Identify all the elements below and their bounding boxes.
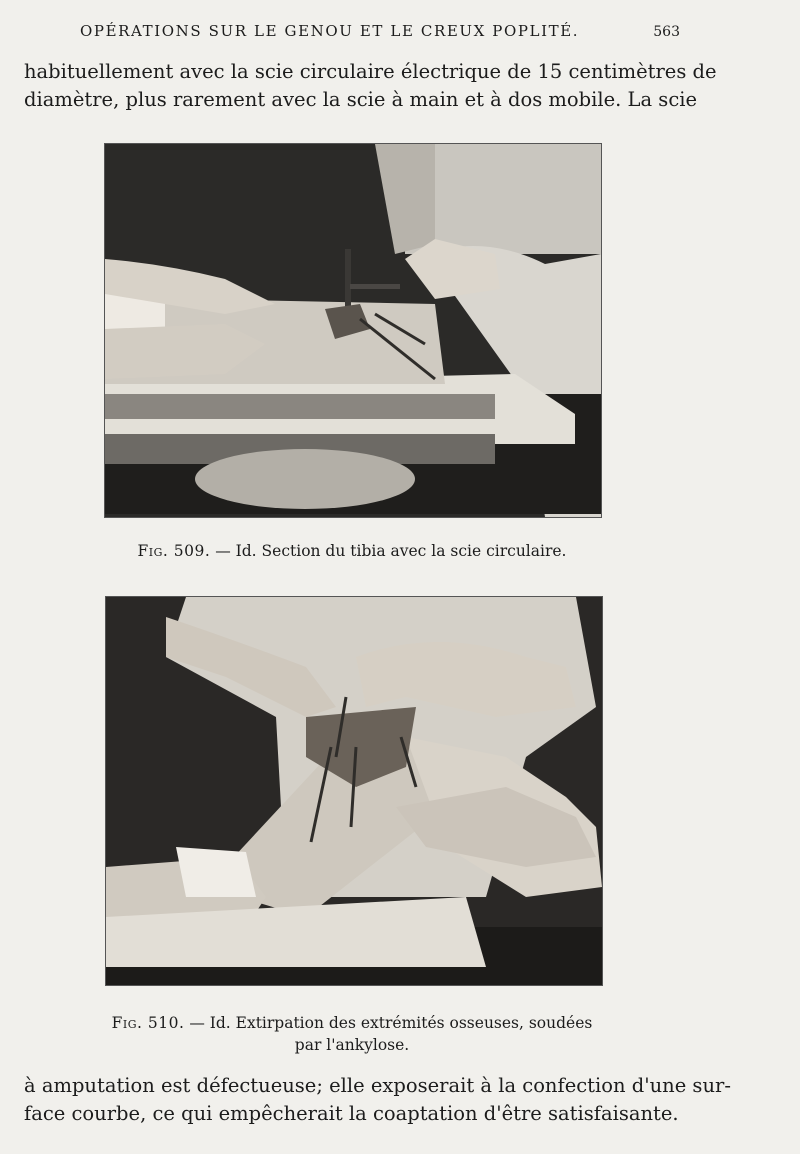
figure-509-photo: [104, 143, 602, 518]
figure-510-photo: [105, 596, 603, 986]
running-title: OPÉRATIONS SUR LE GENOU ET LE CREUX POPLITÉ.: [80, 22, 580, 40]
body-text-top: [24, 58, 717, 114]
figure-510-caption: [52, 1012, 652, 1056]
figure-label: Fig. 509.: [137, 542, 211, 560]
body-line: diamètre, plus rarement avec la scie à main et à dos mobile. La scie: [24, 88, 698, 111]
caption-text: — Id. Section du tibia avec la scie circulaire.: [210, 542, 567, 560]
figure-509-caption: [52, 540, 652, 562]
body-text-bottom: [24, 1072, 731, 1128]
caption-text: par l'ankylose.: [294, 1036, 410, 1054]
page-number: 563: [653, 24, 680, 40]
running-header: [80, 22, 680, 40]
photo-surgery-ankylosis-extirpation: [106, 597, 602, 985]
photo-surgery-tibia-saw: [105, 144, 601, 517]
figure-label: Fig. 510.: [111, 1014, 185, 1032]
caption-text: — Id. Extirpation des extrémités osseuses, soudées: [184, 1014, 593, 1032]
body-line: à amputation est défectueuse; elle exposerait à la confection d'une sur-: [24, 1074, 731, 1097]
body-line: habituellement avec la scie circulaire électrique de 15 centimètres de: [24, 60, 717, 83]
body-line: face courbe, ce qui empêcherait la coaptation d'être satisfaisante.: [24, 1102, 679, 1125]
